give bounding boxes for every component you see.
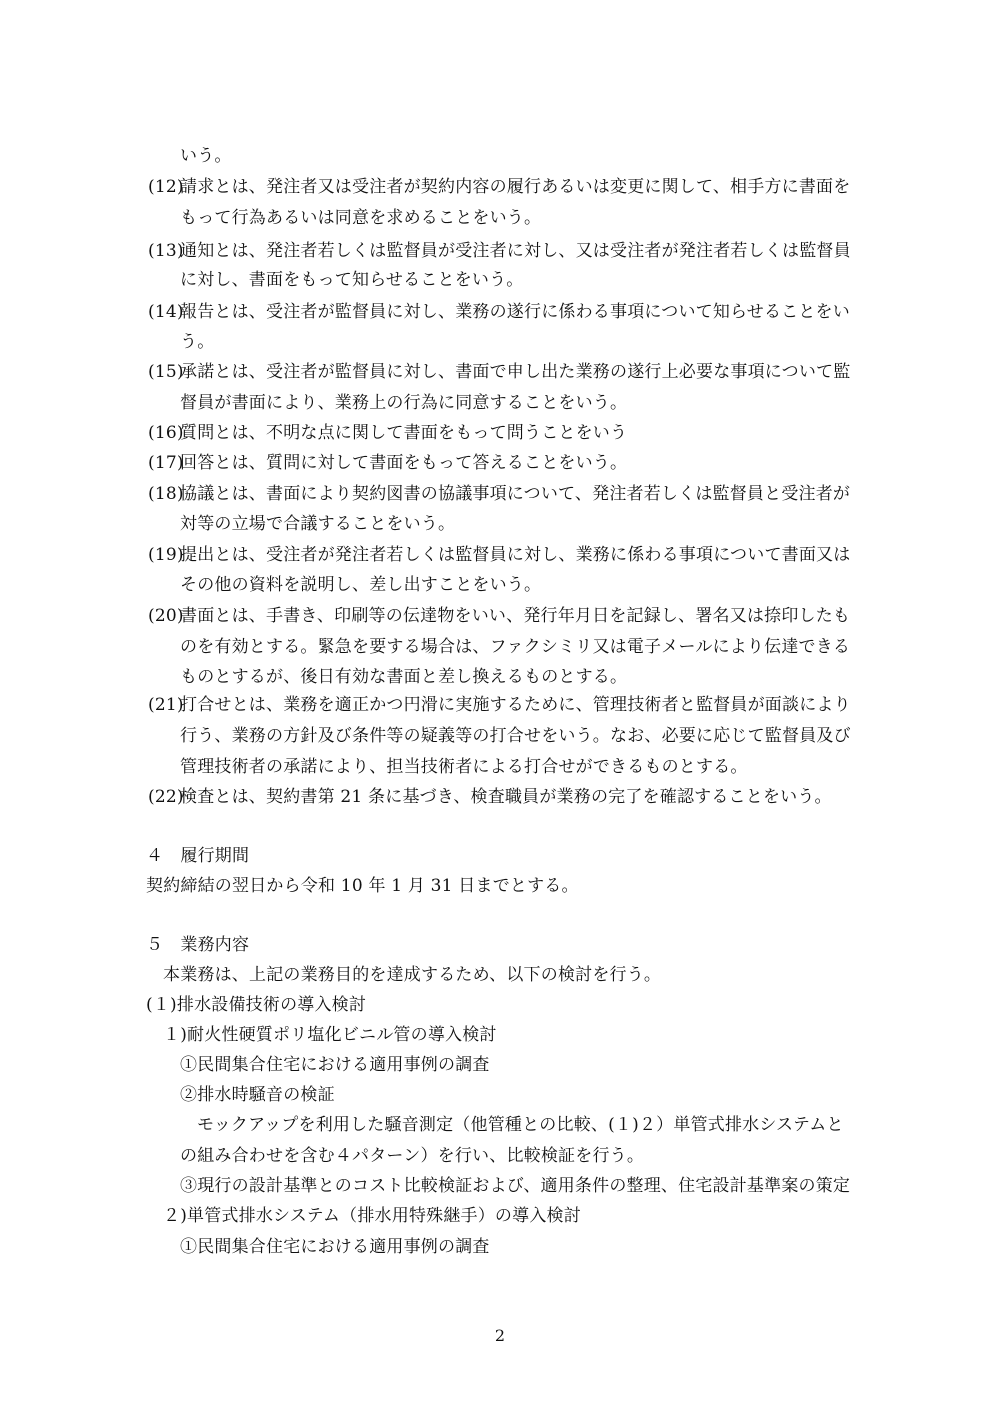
item-text: 請求とは、発注者又は受注者が契約内容の履行あるいは変更に関して、相手方に書面を (180, 177, 851, 197)
definition-item-12 (148, 172, 860, 203)
definition-item-22 (148, 782, 860, 813)
item-text: 通知とは、発注者若しくは監督員が受注者に対し、又は受注者が発注者若しくは監督員 (180, 241, 851, 261)
section-5-sub-2: ２)単管式排水システム（排水用特殊継手）の導入検討 (163, 1206, 581, 1226)
item-text: 承諾とは、受注者が監督員に対し、書面で申し出た業務の遂行上必要な事項について監 (180, 362, 851, 382)
item-number: (14) (148, 302, 184, 322)
page-number: 2 (494, 1326, 506, 1345)
definition-item-21 (148, 690, 860, 721)
definition-continuation: う。 (180, 332, 215, 352)
item-number: (21) (148, 695, 184, 715)
item-text: 質問とは、不明な点に関して書面をもって問うことをいう (180, 423, 628, 443)
section-5-sub-1-c: ③現行の設計基準とのコスト比較検証および、適用条件の整理、住宅設計基準案の策定 (180, 1176, 851, 1196)
definition-continuation: 対等の立場で合議することをいう。 (180, 514, 456, 534)
definition-item-15 (148, 357, 860, 388)
section-5-item-1: (１)排水設備技術の導入検討 (146, 995, 367, 1015)
section-5-intro: 本業務は、上記の業務目的を達成するため、以下の検討を行う。 (163, 965, 662, 985)
item-text: 協議とは、書面により契約図書の協議事項について、発注者若しくは監督員と受注者が (180, 484, 851, 504)
item-text: 書面とは、手書き、印刷等の伝達物をいい、発行年月日を記録し、署名又は捺印したも (180, 606, 851, 626)
section-4-body: 契約締結の翌日から令和 10 年 1 月 31 日までとする。 (146, 876, 579, 896)
definition-continuation: 行う、業務の方針及び条件等の疑義等の打合せをいう。なお、必要に応じて監督員及び (180, 726, 851, 746)
definition-continuation: に対し、書面をもって知らせることをいう。 (180, 270, 524, 290)
definition-item-13 (148, 236, 860, 267)
definition-continuation: 管理技術者の承諾により、担当技術者による打合せができるものとする。 (180, 757, 748, 777)
item-number: (16) (148, 423, 184, 443)
section-5-sub-2-a: ①民間集合住宅における適用事例の調査 (180, 1237, 490, 1257)
item-number: (22) (148, 787, 184, 807)
definition-continuation: ものとするが、後日有効な書面と差し換えるものとする。 (180, 667, 628, 687)
item-text: 報告とは、受注者が監督員に対し、業務の遂行に係わる事項について知らせることをい (180, 302, 850, 322)
item-text: 検査とは、契約書第 21 条に基づき、検査職員が業務の完了を確認することをいう。 (180, 787, 832, 807)
definition-continuation: もって行為あるいは同意を求めることをいう。 (180, 208, 542, 228)
section-5-heading: ５ 業務内容 (146, 935, 250, 955)
definition-continuation: のを有効とする。緊急を要する場合は、ファクシミリ又は電子メールにより伝達できる (180, 637, 851, 657)
section-5-sub-1-b-text: モックアップを利用した騒音測定（他管種との比較、(１)２）単管式排水システムと (197, 1115, 844, 1135)
section-4-heading: ４ 履行期間 (146, 846, 250, 866)
definition-item-17 (148, 448, 860, 479)
item-number: (18) (148, 484, 184, 504)
section-5-sub-1: １)耐火性硬質ポリ塩化ビニル管の導入検討 (163, 1025, 497, 1045)
definition-continuation: いう。 (180, 146, 232, 166)
section-5-sub-1-a: ①民間集合住宅における適用事例の調査 (180, 1055, 490, 1075)
item-number: (20) (148, 606, 184, 626)
section-5-sub-1-b: ②排水時騒音の検証 (180, 1085, 335, 1105)
definition-item-18 (148, 479, 860, 510)
item-number: (15) (148, 362, 184, 382)
definition-continuation: その他の資料を説明し、差し出すことをいう。 (180, 575, 542, 595)
definition-item-20 (148, 601, 860, 632)
item-number: (13) (148, 241, 184, 261)
section-5-sub-1-b-text: の組み合わせを含む４パターン）を行い、比較検証を行う。 (180, 1146, 645, 1166)
item-text: 回答とは、質問に対して書面をもって答えることをいう。 (180, 453, 628, 473)
definition-item-19 (148, 540, 860, 571)
item-text: 提出とは、受注者が発注者若しくは監督員に対し、業務に係わる事項について書面又は (180, 545, 851, 565)
item-number: (19) (148, 545, 184, 565)
definition-item-16 (148, 418, 860, 449)
definition-continuation: 督員が書面により、業務上の行為に同意することをいう。 (180, 393, 628, 413)
item-number: (12) (148, 177, 184, 197)
item-number: (17) (148, 453, 184, 473)
definition-item-14 (148, 297, 860, 328)
item-text: 打合せとは、業務を適正かつ円滑に実施するために、管理技術者と監督員が面談により (180, 695, 851, 715)
